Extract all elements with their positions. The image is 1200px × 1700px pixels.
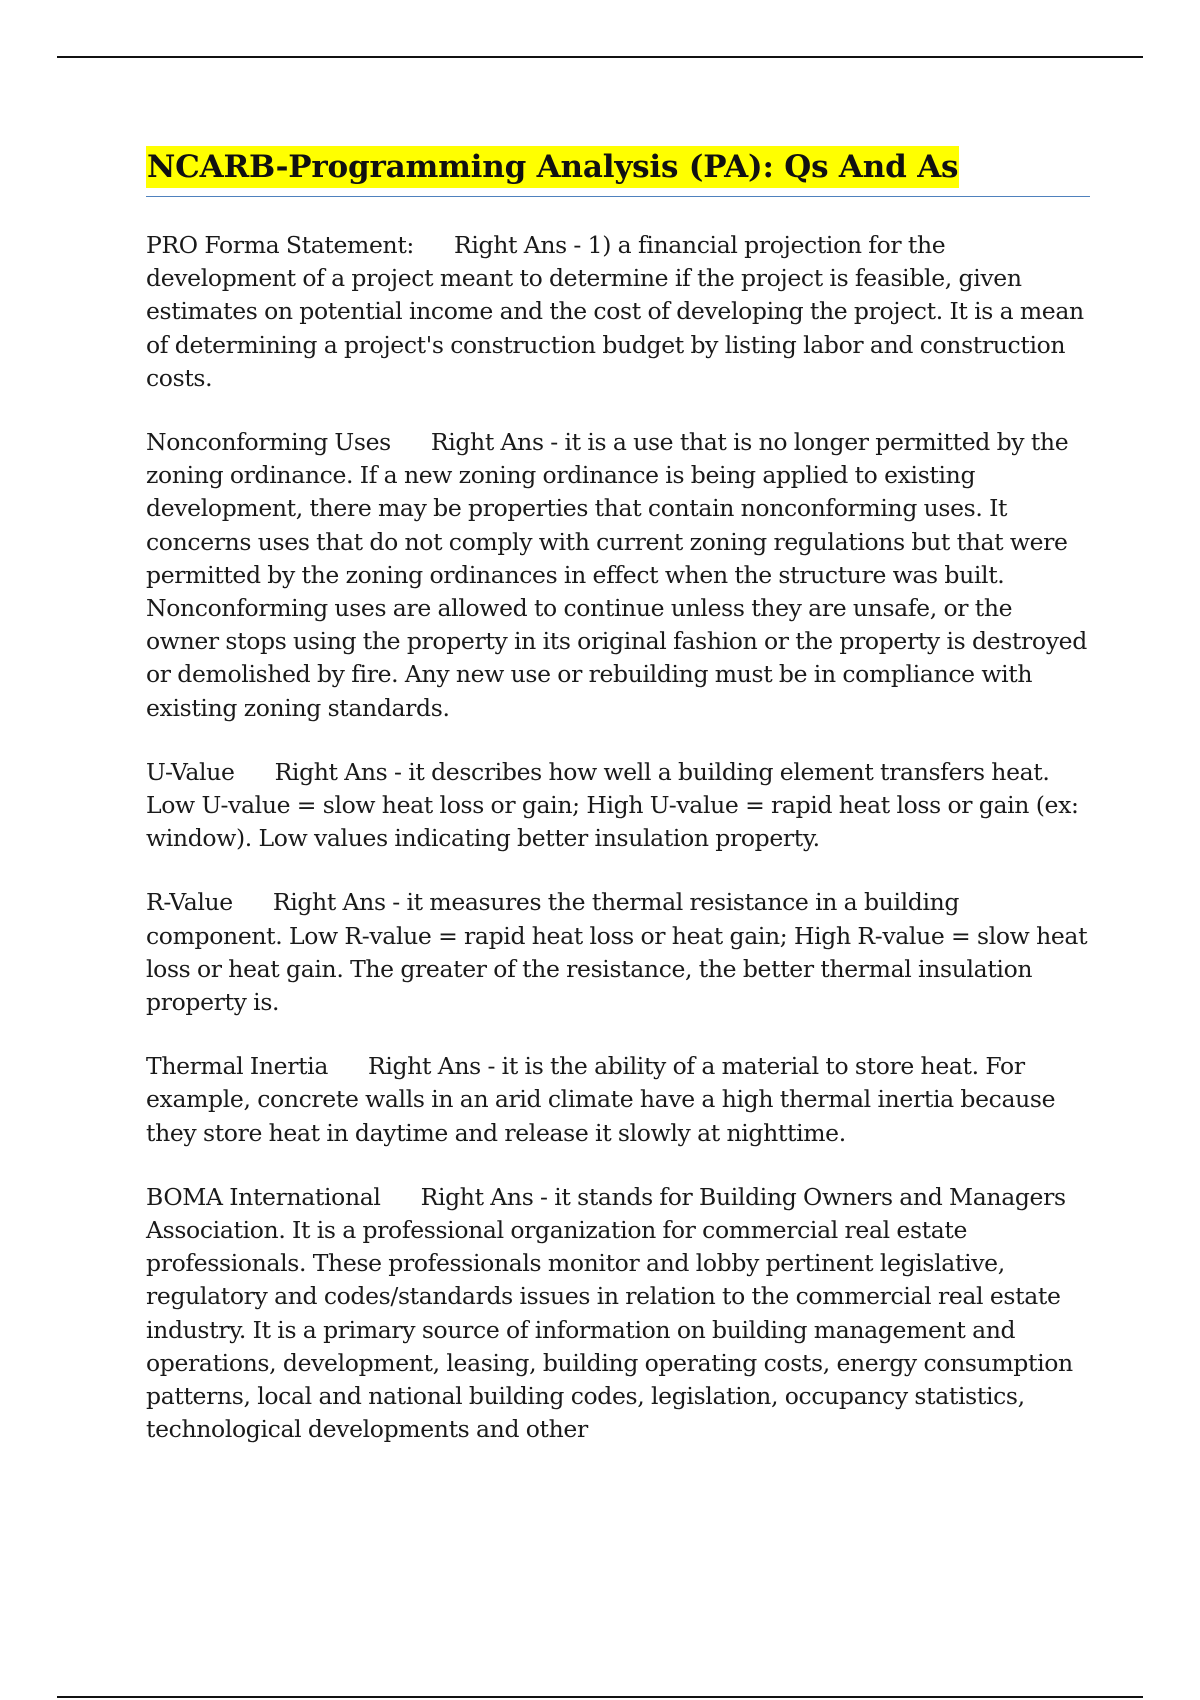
qa-entry xyxy=(146,426,1090,725)
page-footer-rule xyxy=(57,1696,1143,1698)
qa-term: BOMA International xyxy=(146,1182,381,1211)
qa-answer: Right Ans - 1) a financial projection for the development of a project meant to determine if the project is feasible, given estimates on potential income and the cost of developing the project. It is a mean of determining a project's construction budget by listing labor and construction costs. xyxy=(146,231,1084,392)
qa-term: Nonconforming Uses xyxy=(146,428,391,457)
qa-entry xyxy=(146,756,1090,856)
qa-term: U-Value xyxy=(146,757,235,786)
qa-term: R-Value xyxy=(146,888,233,917)
page-header-rule xyxy=(57,56,1143,58)
document-body xyxy=(146,142,1090,1478)
qa-entry xyxy=(146,886,1090,1019)
qa-entry xyxy=(146,229,1090,395)
qa-term: Thermal Inertia xyxy=(146,1052,329,1081)
qa-answer: Right Ans - it is the ability of a material to store heat. For example, concrete walls in an arid climate have a high thermal inertia because they store heat in daytime and release it slowly at nighttime. xyxy=(146,1052,1056,1147)
qa-term: PRO Forma Statement: xyxy=(146,231,414,259)
qa-answer: Right Ans - it stands for Building Owners and Managers Association. It is a professional organization for commercial real estate professionals. These professionals monitor and lobby pertinent legislative, regulatory and codes/standards issues in relation to the commercial real estate industry. It is a primary source of information on building management and operations, development, leasing, building operating costs, energy consumption patterns, local and national building codes, legislation, occupancy statistics, technological developments and other xyxy=(146,1182,1073,1444)
qa-entry xyxy=(146,1050,1090,1150)
qa-answer: Right Ans - it is a use that is no longer permitted by the zoning ordinance. If a new zoning ordinance is being applied to existing development, there may be properties that contain nonconforming uses. It concerns uses that do not comply with current zoning regulations but that were permitted by the zoning ordinances in effect when the structure was built. Nonconforming uses are allowed to continue unless they are unsafe, or the owner stops using the property in its original fashion or the property is destroyed or demolished by fire. Any new use or rebuilding must be in compliance with existing zoning standards. xyxy=(146,428,1087,722)
qa-answer: Right Ans - it measures the thermal resistance in a building component. Low R-value = rapid heat loss or heat gain; High R-value = slow heat loss or heat gain. The greater of the resistance, the better thermal insulation property is. xyxy=(146,888,1088,1017)
title-block xyxy=(146,142,1090,197)
document-title: NCARB-Programming Analysis (PA): Qs And As xyxy=(146,146,959,188)
qa-answer: Right Ans - it describes how well a building element transfers heat. Low U-value = slow heat loss or gain; High U-value = rapid heat loss or gain (ex: window). Low values indicating better insulation property. xyxy=(146,757,1079,853)
qa-entry xyxy=(146,1181,1090,1447)
